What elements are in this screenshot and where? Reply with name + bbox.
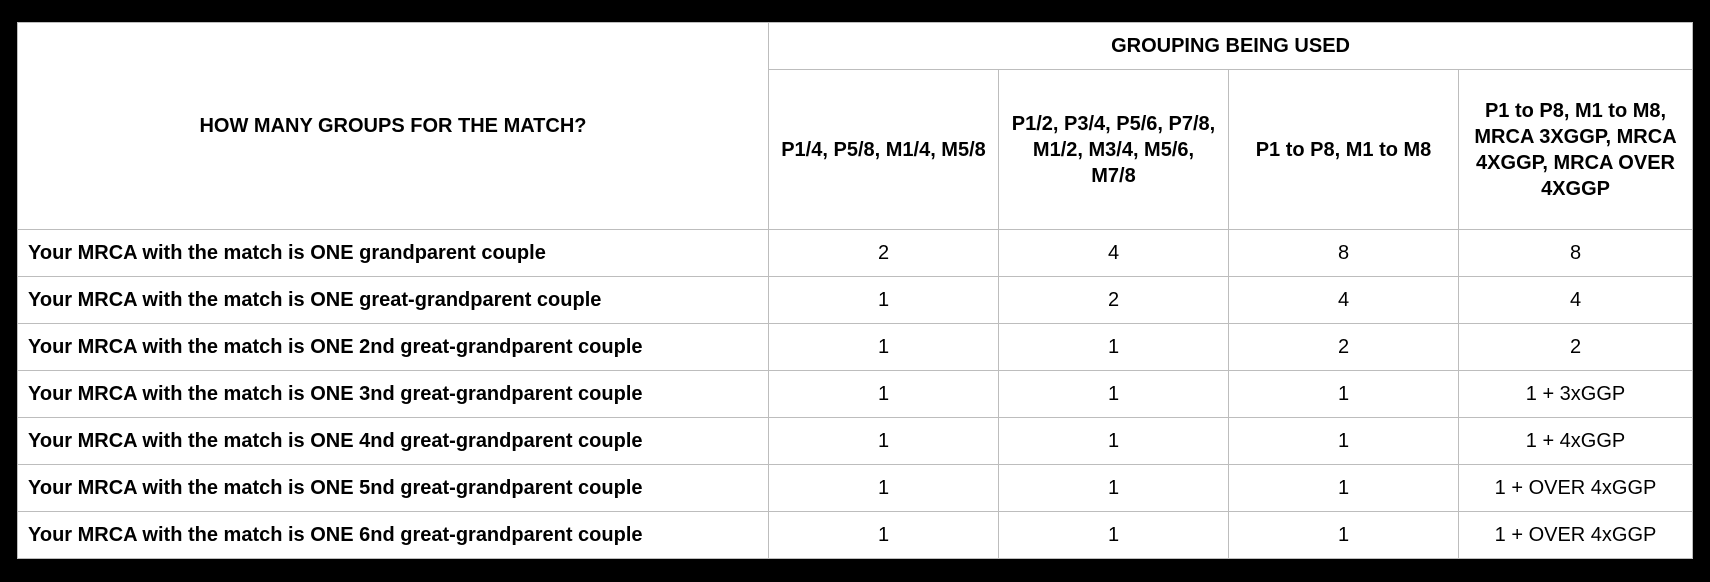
table-cell: 4	[1459, 277, 1693, 324]
corner-header: HOW MANY GROUPS FOR THE MATCH?	[18, 23, 769, 230]
table-cell: 4	[1229, 277, 1459, 324]
table-row	[18, 465, 1693, 512]
row-label: Your MRCA with the match is ONE 2nd great-grandparent couple	[18, 324, 769, 371]
table-cell: 1	[769, 512, 999, 559]
column-header: P1/2, P3/4, P5/6, P7/8, M1/2, M3/4, M5/6, M7/8	[999, 70, 1229, 230]
row-label: Your MRCA with the match is ONE grandparent couple	[18, 230, 769, 277]
table-cell: 8	[1459, 230, 1693, 277]
row-label: Your MRCA with the match is ONE 3nd great-grandparent couple	[18, 371, 769, 418]
table-cell: 2	[769, 230, 999, 277]
table-cell: 1 + OVER 4xGGP	[1459, 512, 1693, 559]
row-label: Your MRCA with the match is ONE 6nd great-grandparent couple	[18, 512, 769, 559]
table-cell: 1 + 3xGGP	[1459, 371, 1693, 418]
table-cell: 2	[999, 277, 1229, 324]
table-cell: 1	[1229, 465, 1459, 512]
table-row	[18, 512, 1693, 559]
table-cell: 1	[999, 371, 1229, 418]
table-cell: 2	[1459, 324, 1693, 371]
table-cell: 1	[1229, 418, 1459, 465]
table-cell: 1 + OVER 4xGGP	[1459, 465, 1693, 512]
column-header: P1/4, P5/8, M1/4, M5/8	[769, 70, 999, 230]
table-container	[17, 22, 1692, 559]
row-label: Your MRCA with the match is ONE 5nd great-grandparent couple	[18, 465, 769, 512]
table-row	[18, 230, 1693, 277]
table-cell: 8	[1229, 230, 1459, 277]
table-row	[18, 277, 1693, 324]
row-label: Your MRCA with the match is ONE great-grandparent couple	[18, 277, 769, 324]
table-cell: 1	[769, 418, 999, 465]
table-cell: 1 + 4xGGP	[1459, 418, 1693, 465]
table-cell: 1	[769, 465, 999, 512]
table-cell: 1	[999, 418, 1229, 465]
row-label: Your MRCA with the match is ONE 4nd great-grandparent couple	[18, 418, 769, 465]
groups-table	[17, 22, 1693, 559]
table-cell: 1	[999, 465, 1229, 512]
table-row	[18, 418, 1693, 465]
table-cell: 1	[769, 277, 999, 324]
table-cell: 1	[1229, 512, 1459, 559]
column-header: P1 to P8, M1 to M8, MRCA 3XGGP, MRCA 4XGGP, MRCA OVER 4XGGP	[1459, 70, 1693, 230]
table-cell: 1	[999, 324, 1229, 371]
table-cell: 1	[769, 371, 999, 418]
table-row	[18, 371, 1693, 418]
column-header: P1 to P8, M1 to M8	[1229, 70, 1459, 230]
table-cell: 1	[1229, 371, 1459, 418]
table-cell: 2	[1229, 324, 1459, 371]
table-cell: 1	[999, 512, 1229, 559]
table-cell: 1	[769, 324, 999, 371]
table-row	[18, 324, 1693, 371]
table-cell: 4	[999, 230, 1229, 277]
grouping-header: GROUPING BEING USED	[769, 23, 1693, 70]
